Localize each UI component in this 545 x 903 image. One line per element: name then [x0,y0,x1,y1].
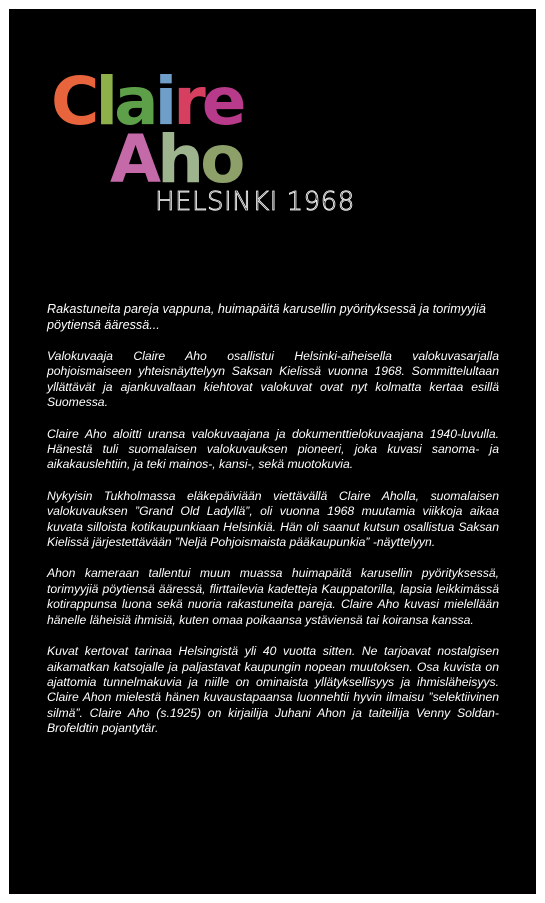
logo-letter: e [201,63,243,140]
logo-letter: l [95,63,115,140]
logo-letter: r [173,63,202,140]
exhibition-logo [9,9,536,239]
logo-subtitle: HELSINKI 1968 [155,187,355,217]
logo-last-name [110,121,242,198]
article-body [47,301,499,753]
article-lead: Rakastuneita pareja vappuna, huimapäitä karusellin pyörityksessä ja torimyyjiä pöytiensä ääressä... [47,302,486,332]
article-paragraph: Nykyisin Tukholmassa eläkepäiviään viettävällä Claire Aholla, suomalaisen valokuvauksen ”Grand Old Ladyllä”, oli vuonna 1968 muutamia viikkoja aikaa kuvata silloista kotikaupunkiaan Helsinkiä. Hän oli saanut kutsun osallistua Saksan Kielissä järjestettävään ”Neljä Pohjoismaista pääkaupunkia” -näyttelyyn. [47,488,499,550]
article-paragraph: Ahon kameraan tallentui muun muassa huimapäitä karusellin pyörityksessä, torimyyjiä pöytiensä ääressä, flirttailevia kadetteja Kauppatorilla, lapsia leikkimässä kotirappunsa luona sekä nuoria rakastuneita pareja. Claire Aho kuvasi mielellään hänelle läheisiä ihmisiä, kuten omaa poikaansa ystäviensä tai koiransa kanssa. [47,566,499,627]
logo-letter: i [154,63,174,140]
logo-letter: a [114,63,155,140]
logo-letter: C [51,63,96,140]
logo-letter: A [110,121,158,198]
poster [9,9,536,894]
article-paragraph: Kuvat kertovat tarinaa Helsingistä yli 40 vuotta sitten. Ne tarjoavat nostalgisen aikamatkan katsojalle ja paljastavat kaupungin nopean muutoksen. Osa kuvista on ajattomia tunnelmakuvia ja niille on ominaista yllätyksellisyys ja ihmisläheisyys. Claire Ahon mielestä hänen kuvaustapaansa luonnehtii hyvin ilmaisu ”selektiivinen silmä”. Claire Aho (s.1925) on kirjailija Juhani Ahon ja taiteilija Venny Soldan-Brofeldtin pojantytär. [47,644,499,736]
article-paragraph: Valokuvaaja Claire Aho osallistui Helsinki-aiheisella valokuvasarjalla pohjoismaiseen yhteisnäyttelyyn Saksan Kielissä vuonna 1968. Sommittelultaan yllättävät ja ajankuvaltaan kiehtovat valokuvat ovat nyt kolmatta kertaa esillä Suomessa. [47,349,499,410]
logo-letter: o [200,121,242,198]
logo-letter: h [157,121,201,198]
article-paragraph: Claire Aho aloitti uransa valokuvaajana ja dokumenttielokuvaajana 1940-luvulla. Hänestä tuli suomalaisen valokuvauksen pioneeri, joka kuvasi sanoma- ja aikakauslehtiin, ja teki mainos-, kansi-, sekä muotokuvia. [47,426,499,472]
